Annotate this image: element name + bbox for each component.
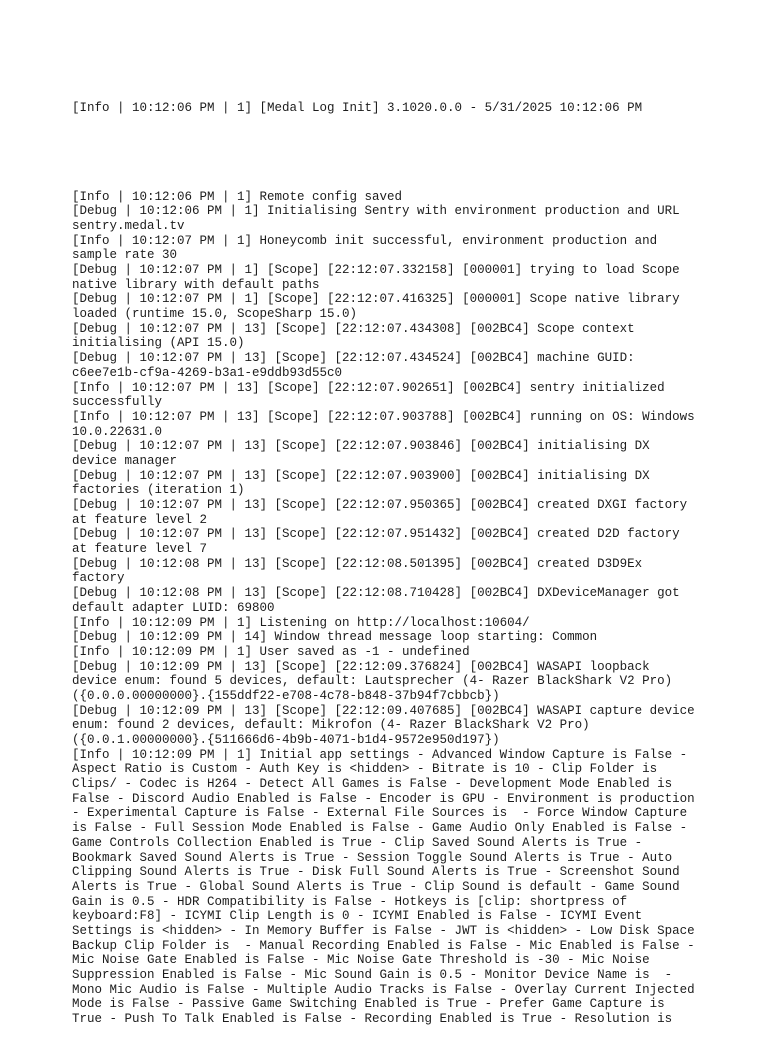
log-line: [Info | 10:12:06 PM | 1] Remote config saved <box>72 189 403 204</box>
log-line: Alerts is True - Global Sound Alerts is True - Clip Sound is default - Game Sound <box>72 879 680 894</box>
log-line: True - Push To Talk Enabled is False - Recording Enabled is True - Resolution is <box>72 1012 673 1027</box>
log-line: [Info | 10:12:07 PM | 13] [Scope] [22:12:07.902651] [002BC4] sentry initialized <box>72 380 665 395</box>
log-line: Suppression Enabled is False - Mic Sound Gain is 0.5 - Monitor Device Name is - <box>72 968 673 983</box>
log-line: at feature level 7 <box>72 542 208 557</box>
log-line: at feature level 2 <box>72 512 208 527</box>
log-line: initialising (API 15.0) <box>72 336 245 351</box>
blank-line <box>72 146 712 161</box>
log-body <box>72 190 712 1027</box>
log-line: [Debug | 10:12:07 PM | 13] [Scope] [22:12:07.951432] [002BC4] created D2D factory <box>72 527 680 542</box>
log-line: ({0.0.1.00000000}.{511666d6-4b9b-4071-b1d4-9572e950d197}) <box>72 733 500 748</box>
log-line: [Debug | 10:12:09 PM | 14] Window thread message loop starting: Common <box>72 630 598 645</box>
log-line: [Debug | 10:12:07 PM | 13] [Scope] [22:12:07.903846] [002BC4] initialising DX <box>72 439 650 454</box>
log-line: [Debug | 10:12:07 PM | 13] [Scope] [22:12:07.434308] [002BC4] Scope context <box>72 321 635 336</box>
log-line: Aspect Ratio is Custom - Auth Key is <hidden> - Bitrate is 10 - Clip Folder is <box>72 762 658 777</box>
log-line: Clipping Sound Alerts is True - Disk Full Sound Alerts is True - Screenshot Sound <box>72 865 680 880</box>
log-line: [Info | 10:12:09 PM | 1] Initial app settings - Advanced Window Capture is False - <box>72 747 688 762</box>
log-line: loaded (runtime 15.0, ScopeSharp 15.0) <box>72 307 358 322</box>
log-line: [Info | 10:12:07 PM | 1] Honeycomb init successful, environment production and <box>72 233 658 248</box>
log-line: [Debug | 10:12:09 PM | 13] [Scope] [22:12:09.376824] [002BC4] WASAPI loopback <box>72 659 650 674</box>
log-line: [Debug | 10:12:09 PM | 13] [Scope] [22:12:09.407685] [002BC4] WASAPI capture device <box>72 703 695 718</box>
log-line: ({0.0.0.00000000}.{155ddf22-e708-4c78-b848-37b94f7cbbcb}) <box>72 688 500 703</box>
log-line: Backup Clip Folder is - Manual Recording Enabled is False - Mic Enabled is False - <box>72 938 695 953</box>
log-line: [Debug | 10:12:07 PM | 1] [Scope] [22:12:07.332158] [000001] trying to load Scope <box>72 263 680 278</box>
log-line: Clips/ - Codec is H264 - Detect All Games is False - Development Mode Enabled is <box>72 777 673 792</box>
log-document <box>72 72 712 1041</box>
log-line: default adapter LUID: 69800 <box>72 600 275 615</box>
log-line: Mono Mic Audio is False - Multiple Audio Tracks is False - Overlay Current Injected <box>72 982 695 997</box>
log-line: [Debug | 10:12:07 PM | 1] [Scope] [22:12:07.416325] [000001] Scope native library <box>72 292 680 307</box>
log-header-line: [Info | 10:12:06 PM | 1] [Medal Log Init] 3.1020.0.0 - 5/31/2025 10:12:06 PM <box>72 101 643 116</box>
log-line: Bookmark Saved Sound Alerts is True - Session Toggle Sound Alerts is True - Auto <box>72 850 673 865</box>
log-line: [Debug | 10:12:07 PM | 13] [Scope] [22:12:07.434524] [002BC4] machine GUID: <box>72 351 635 366</box>
log-line: Settings is <hidden> - In Memory Buffer is False - JWT is <hidden> - Low Disk Space <box>72 923 695 938</box>
log-line: factory <box>72 571 125 586</box>
log-line: native library with default paths <box>72 277 320 292</box>
log-line: factories (iteration 1) <box>72 483 245 498</box>
log-line: sentry.medal.tv <box>72 218 185 233</box>
log-line: [Debug | 10:12:07 PM | 13] [Scope] [22:12:07.950365] [002BC4] created DXGI factory <box>72 498 688 513</box>
log-line: Gain is 0.5 - HDR Compatibility is False - Hotkeys is [clip: shortpress of <box>72 894 628 909</box>
log-line: is False - Full Session Mode Enabled is False - Game Audio Only Enabled is False - <box>72 821 688 836</box>
log-line: enum: found 2 devices, default: Mikrofon (4- Razer BlackShark V2 Pro) <box>72 718 590 733</box>
log-line: [Debug | 10:12:08 PM | 13] [Scope] [22:12:08.501395] [002BC4] created D3D9Ex <box>72 556 643 571</box>
log-line: [Debug | 10:12:06 PM | 1] Initialising Sentry with environment production and URL <box>72 204 680 219</box>
log-line: [Info | 10:12:07 PM | 13] [Scope] [22:12:07.903788] [002BC4] running on OS: Windows <box>72 409 695 424</box>
log-line: [Debug | 10:12:07 PM | 13] [Scope] [22:12:07.903900] [002BC4] initialising DX <box>72 468 650 483</box>
log-line: device manager <box>72 453 178 468</box>
log-line: Mode is False - Passive Game Switching Enabled is True - Prefer Game Capture is <box>72 997 665 1012</box>
log-line: keyboard:F8] - ICYMI Clip Length is 0 - ICYMI Enabled is False - ICYMI Event <box>72 909 643 924</box>
log-line: - Experimental Capture is False - External File Sources is - Force Window Capture <box>72 806 688 821</box>
log-line: [Info | 10:12:09 PM | 1] Listening on http://localhost:10604/ <box>72 615 530 630</box>
log-line: Mic Noise Gate Enabled is False - Mic Noise Gate Threshold is -30 - Mic Noise <box>72 953 650 968</box>
log-line: successfully <box>72 395 163 410</box>
log-line: False - Discord Audio Enabled is False - Encoder is GPU - Environment is production <box>72 791 695 806</box>
log-line: sample rate 30 <box>72 248 178 263</box>
log-line: device enum: found 5 devices, default: Lautsprecher (4- Razer BlackShark V2 Pro) <box>72 674 673 689</box>
log-line: [Debug | 10:12:08 PM | 13] [Scope] [22:12:08.710428] [002BC4] DXDeviceManager got <box>72 586 680 601</box>
log-line: 10.0.22631.0 <box>72 424 163 439</box>
log-line: Game Controls Collection Enabled is True - Clip Saved Sound Alerts is True - <box>72 835 643 850</box>
log-line: c6ee7e1b-cf9a-4269-b3a1-e9ddb93d55c0 <box>72 365 343 380</box>
log-line: [Info | 10:12:09 PM | 1] User saved as -1 - undefined <box>72 644 470 659</box>
